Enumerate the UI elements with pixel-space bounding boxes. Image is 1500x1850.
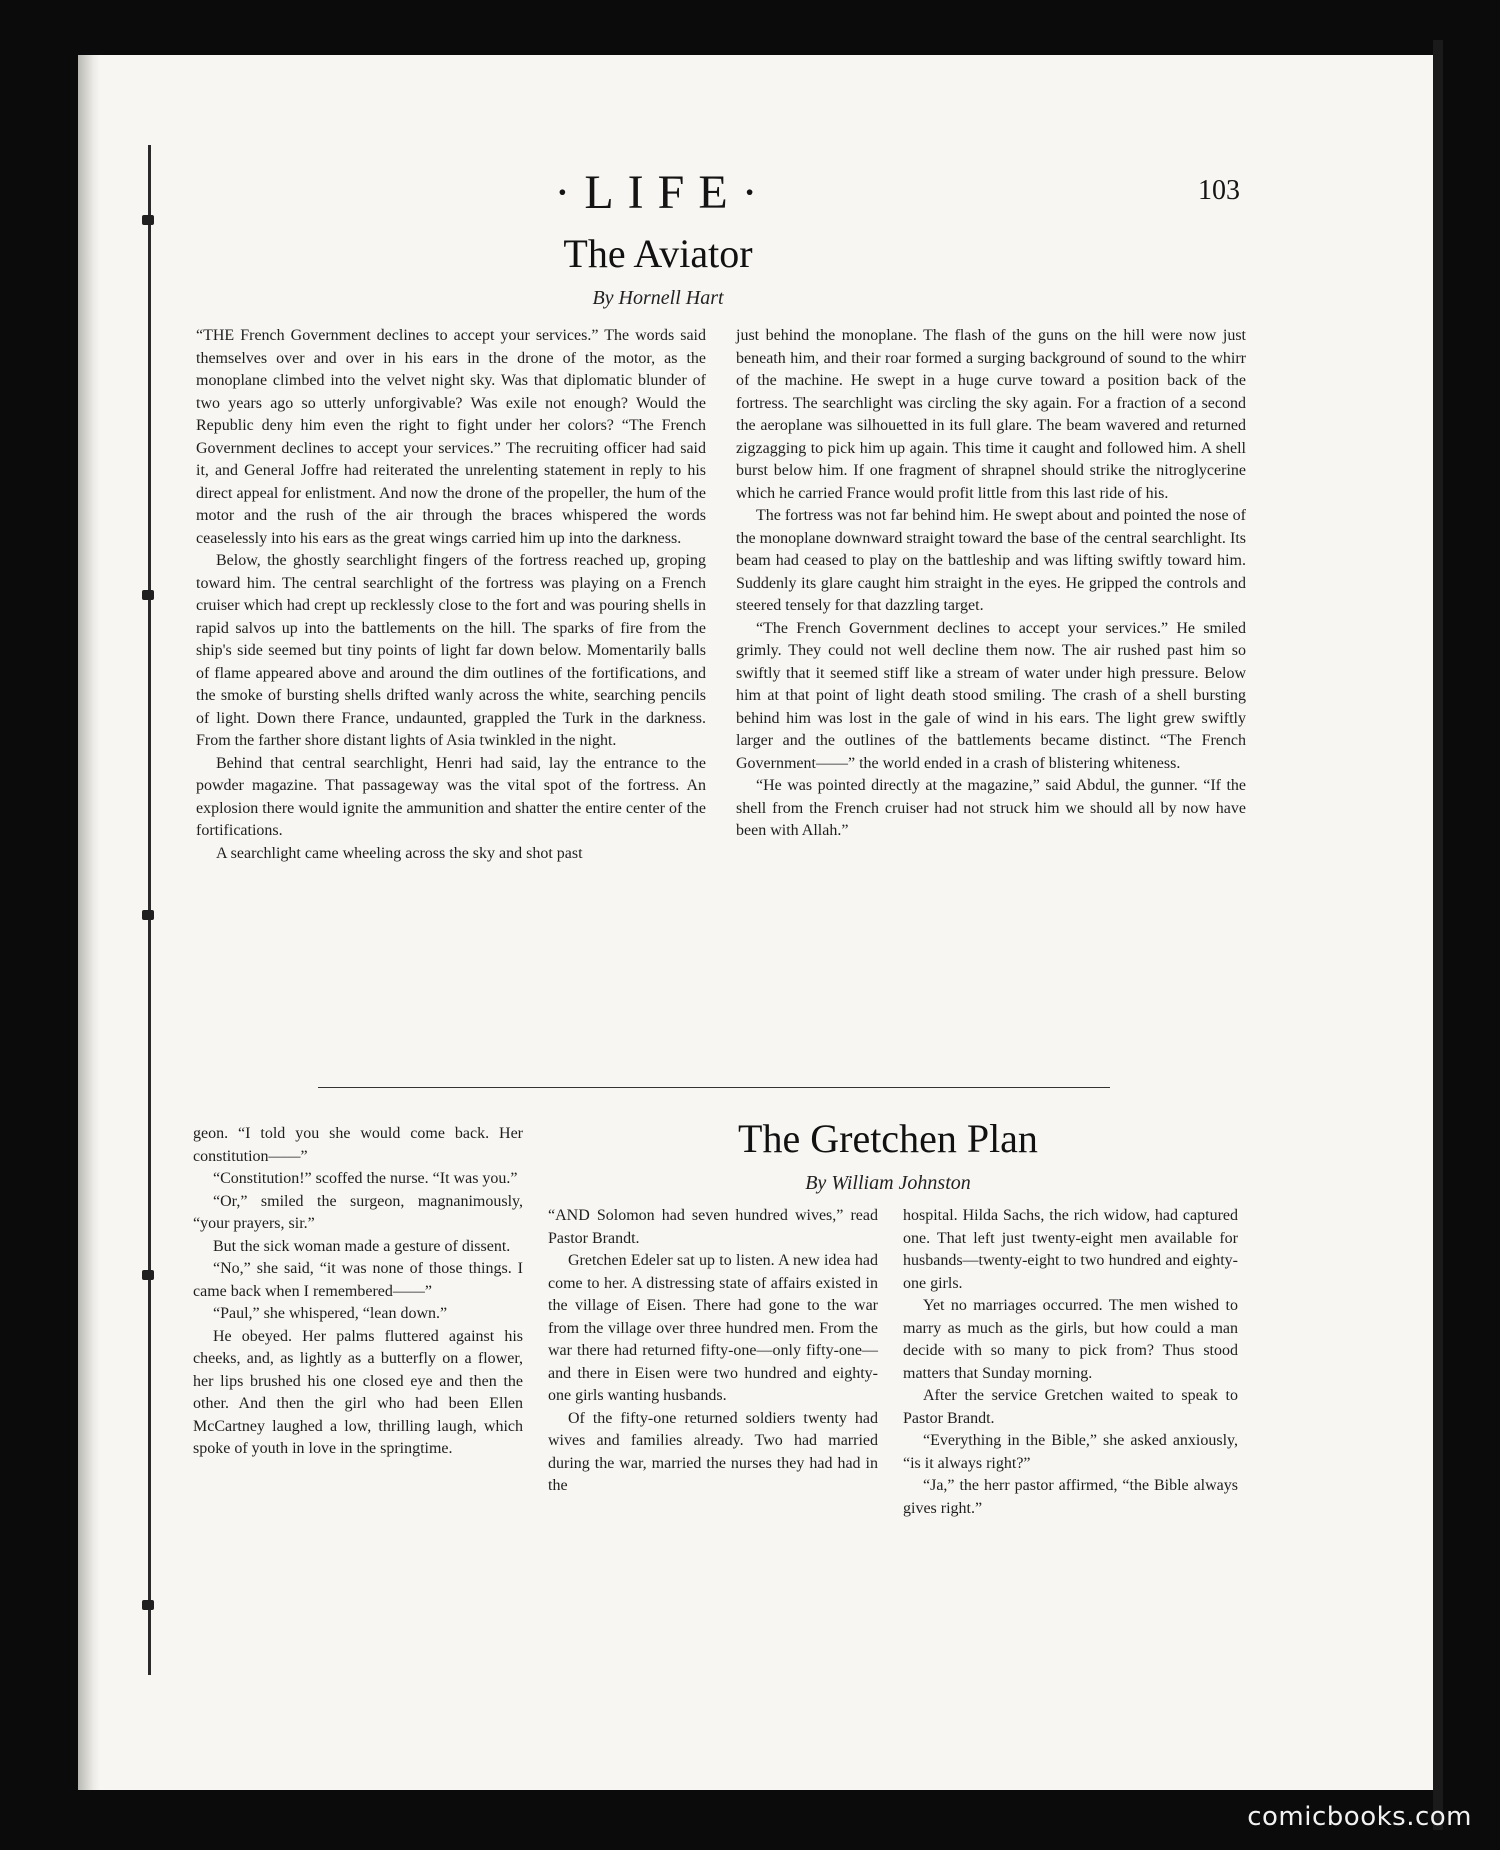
paragraph: But the sick woman made a gesture of dissent.: [213, 1237, 511, 1255]
section-divider: [318, 1087, 1110, 1088]
paragraph: A searchlight came wheeling across the sky and shot past: [216, 844, 583, 862]
paragraph: geon. “I told you she would come back. Her constitution——”: [193, 1125, 523, 1165]
aviator-byline: By Hornell Hart: [592, 287, 724, 309]
paragraph: Of the fifty-one returned soldiers twenty had wives and families already. Two had married during the war, married the nurses they had had in the: [548, 1409, 878, 1494]
binding-mark: [142, 910, 154, 920]
magazine-page: [78, 55, 1433, 1790]
paragraph: He obeyed. Her palms fluttered against his cheeks, and, as lightly as a butterfly on a flower, her lips brushed his one closed eye and then the other. And then the girl who had been Ellen McCartney laughed a low, thrilling laugh, which spoke of youth in love in the springtime.: [193, 1327, 523, 1457]
paragraph: “Ja,” the herr pastor affirmed, “the Bible always gives right.”: [903, 1477, 1238, 1517]
paragraph: After the service Gretchen waited to speak to Pastor Brandt.: [903, 1387, 1238, 1427]
paragraph: just behind the monoplane. The flash of the guns on the hill were now just beneath him, and their roar formed a surging background of sound to the whirr of the machine. He swept in a huge curve toward a position back of the fortress. The searchlight was circling the sky again. For a fraction of a second the aeroplane was silhouetted in its full glare. The beam wavered and returned zigzagging to pick him up again. This time it caught and followed him. A shell burst below him. If one fragment of shrapnel should strike the nitroglycerine which he carried France would profit little from this last ride of his.: [736, 327, 1246, 502]
paragraph: “THE French Government declines to accept your services.” The words said themselves over and over in his ears in the drone of the motor, as the monoplane climbed into the velvet night sky. Was that diplomatic blunder of two years ago so utterly unforgivable? Was exile not enough? Would the Republic deny him even the right to fight under her colors? “The French Government declines to accept your services.” The recruiting officer had said it, and General Joffre had reiterated the unrelenting statement in reply to his direct appeal for enlistment. And now the drone of the propeller, the hum of the motor and the rush of the air through the braces whispered the words ceaselessly into his ears as the great wings carried him up into the darkness.: [196, 327, 706, 547]
paragraph: Gretchen Edeler sat up to listen. A new idea had come to her. A distressing state of affairs existed in the village of Eisen. There had gone to the war from the village over three hundred men. From the war there had returned fifty-one—only fifty-one—and there in Eisen were two hundred and eighty-one girls wanting husbands.: [548, 1252, 878, 1404]
gretchen-title: The Gretchen Plan: [738, 1116, 1038, 1161]
page-number: 103: [1198, 175, 1240, 206]
gretchen-byline: By William Johnston: [805, 1172, 971, 1194]
binding-mark: [142, 1600, 154, 1610]
page-edge: [1433, 40, 1443, 1830]
paragraph: Yet no marriages occurred. The men wished to marry as much as the girls, but how could a man decide with so many to pick from? Thus stood matters that Sunday morning.: [903, 1297, 1238, 1382]
gretchen-column-right: [903, 1205, 1238, 1520]
watermark-text: comicbooks.com: [1247, 1802, 1472, 1832]
paragraph: hospital. Hilda Sachs, the rich widow, had captured one. That left just twenty-eight men available for husbands—twenty-eight to two hundred and eighty-one girls.: [903, 1207, 1238, 1292]
masthead: ·LIFE·: [554, 166, 772, 219]
binding-mark: [142, 590, 154, 600]
gretchen-column-left: [548, 1205, 878, 1498]
gutter-shadow: [78, 55, 100, 1790]
aviator-column-right: [736, 325, 1246, 843]
paragraph: “AND Solomon had seven hundred wives,” read Pastor Brandt.: [548, 1207, 878, 1247]
paragraph: Behind that central searchlight, Henri had said, lay the entrance to the powder magazine. That passageway was the vital spot of the fortress. An explosion there would ignite the ammunition and shatter the entire center of the fortifications.: [196, 754, 706, 839]
binding-mark: [142, 1270, 154, 1280]
paragraph: “Everything in the Bible,” she asked anxiously, “is it always right?”: [903, 1432, 1238, 1472]
aviator-title: The Aviator: [563, 231, 753, 276]
paragraph: “No,” she said, “it was none of those things. I came back when I remembered——”: [193, 1260, 523, 1300]
aviator-column-left: [196, 325, 706, 865]
paragraph: “Constitution!” scoffed the nurse. “It was you.”: [213, 1170, 518, 1187]
paragraph: “Or,” smiled the surgeon, magnanimously, “your prayers, sir.”: [193, 1192, 523, 1232]
paragraph: The fortress was not far behind him. He swept about and pointed the nose of the monoplane downward straight toward the base of the central searchlight. Its beam had ceased to play on the battleship and was lifting swiftly toward him. Suddenly its glare caught him straight in the eyes. He gripped the controls and steered tensely for that dazzling target.: [736, 507, 1246, 614]
story-continuation-column: [193, 1123, 523, 1461]
paragraph: “He was pointed directly at the magazine,” said Abdul, the gunner. “If the shell from the French cruiser had not struck him we should all by now have been with Allah.”: [736, 777, 1246, 839]
paragraph: Below, the ghostly searchlight fingers of the fortress reached up, groping toward him. The central searchlight of the fortress was playing on a French cruiser which had crept up recklessly close to the fort and was pouring shells in rapid salvos up into the battlements on the hill. The sparks of fire from the ship's side seemed but tiny points of light far down below. Momentarily balls of flame appeared above and around the dim outlines of the fortifications, and the smoke of bursting shells drifted wanly across the white, searching pencils of light. Down there France, undaunted, grappled the Turk in the darkness. From the farther shore distant lights of Asia twinkled in the night.: [196, 552, 706, 749]
paragraph: “Paul,” she whispered, “lean down.”: [213, 1305, 448, 1322]
paragraph: “The French Government declines to accept your services.” He smiled grimly. They could not well decline them now. The air rushed past him so swiftly that it seemed stiff like a stream of water under high pressure. Below him at that point of light death stood smiling. The crash of a shell bursting behind him was lost in the gale of wind in his ears. The light grew swiftly larger and the outlines of the battlements became distinct. “The French Government——” the world ended in a crash of blistering whiteness.: [736, 619, 1246, 772]
